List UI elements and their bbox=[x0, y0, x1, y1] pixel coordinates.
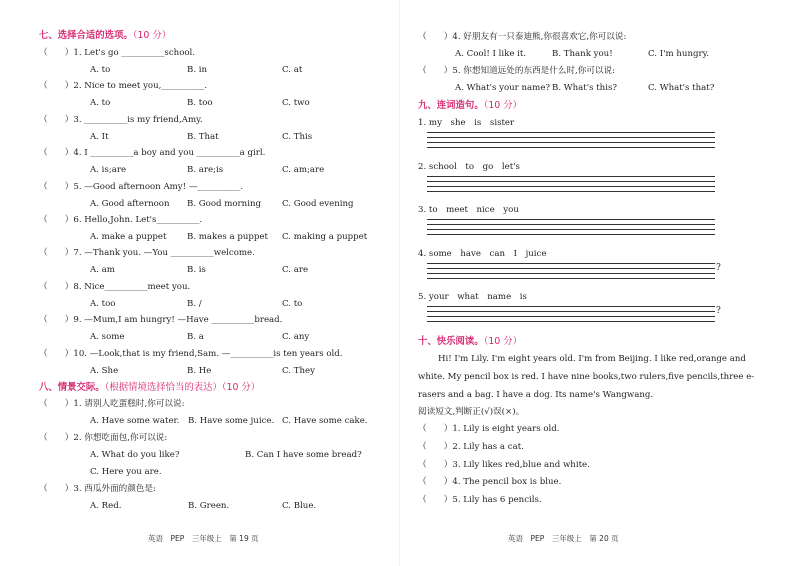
question-stem: （ ）7. —Thank you. —You __________welcome. bbox=[39, 248, 255, 259]
option-a: A. She bbox=[90, 365, 119, 376]
question-stem: （ ）1. 请别人吃蛋糕时,你可以说: bbox=[39, 399, 185, 409]
question-stem: （ ）5. —Good afternoon Amy! —__________. bbox=[39, 181, 244, 192]
option-b: B. Thank you! bbox=[552, 49, 613, 59]
option-c: C. I'm hungry. bbox=[648, 49, 710, 59]
option-c: C. Blue. bbox=[282, 501, 317, 511]
writing-line bbox=[427, 186, 715, 187]
option-a: A. is;are bbox=[90, 165, 127, 176]
option-b: B. Can I have some bread? bbox=[245, 450, 362, 460]
reading-instruction: 阅读短文,判断正(√)误(×)。 bbox=[418, 407, 525, 417]
option-b: B. Have some juice. bbox=[188, 416, 275, 426]
sentence-words: 3. to meet nice you bbox=[418, 205, 519, 215]
section-9-title bbox=[418, 100, 522, 112]
option-c: C. am;are bbox=[282, 165, 325, 176]
section-9-points: （10 分） bbox=[483, 100, 522, 111]
true-false-item: （ ）1. Lily is eight years old. bbox=[418, 424, 560, 434]
question-stem: （ ）2. Nice to meet you,__________. bbox=[39, 81, 208, 92]
option-a: A. make a puppet bbox=[90, 232, 167, 242]
option-a: A. What do you like? bbox=[90, 450, 180, 460]
writing-line bbox=[427, 137, 715, 138]
option-c: C. to bbox=[282, 298, 303, 309]
option-a: A. am bbox=[90, 265, 115, 276]
option-b: B. / bbox=[187, 298, 202, 309]
section-9-heading: 九、连词造句。 bbox=[418, 100, 484, 111]
option-b: B. Good morning bbox=[187, 198, 261, 209]
option-a: A. Have some water. bbox=[90, 416, 180, 426]
option-a: A. Cool! I like it. bbox=[455, 49, 527, 59]
sentence-end-mark: ? bbox=[716, 262, 721, 273]
section-7-title bbox=[39, 30, 171, 42]
option-c: C. at bbox=[282, 65, 303, 75]
option-b: B. Green. bbox=[188, 501, 230, 511]
writing-line bbox=[427, 234, 715, 235]
writing-line bbox=[427, 229, 715, 230]
option-c: C. What's that? bbox=[648, 83, 715, 93]
option-b: B. a bbox=[187, 332, 204, 343]
option-c: C. Have some cake. bbox=[282, 416, 368, 426]
section-7-heading: 七、选择合适的选项。 bbox=[39, 30, 133, 41]
question-stem: （ ）4. I __________a boy and you __________a girl. bbox=[39, 148, 266, 159]
option-b: B. What's this? bbox=[552, 83, 617, 93]
writing-line bbox=[427, 176, 715, 177]
option-a: A. to bbox=[90, 65, 111, 75]
section-10-title bbox=[418, 336, 522, 348]
sentence-words: 4. some have can I juice bbox=[418, 248, 547, 259]
option-c: C. are bbox=[282, 265, 309, 276]
question-stem: （ ）3. __________is my friend,Amy. bbox=[39, 114, 203, 125]
reading-passage-line: white. My pencil box is red. I have nine books,two rulers,five pencils,three e- bbox=[418, 372, 755, 382]
question-stem: （ ）3. 西瓜外面的颜色是: bbox=[39, 484, 156, 494]
option-b: B. too bbox=[187, 98, 213, 109]
writing-line bbox=[427, 268, 715, 269]
option-a: A. Red. bbox=[90, 501, 122, 511]
true-false-item: （ ）2. Lily has a cat. bbox=[418, 441, 524, 452]
option-c: C. They bbox=[282, 365, 315, 376]
option-c: C. Here you are. bbox=[90, 467, 162, 477]
writing-line bbox=[427, 181, 715, 182]
writing-line bbox=[427, 142, 715, 143]
writing-line bbox=[427, 263, 715, 264]
option-a: A. Good afternoon bbox=[90, 198, 170, 209]
option-a: A. some bbox=[90, 332, 125, 343]
reading-passage-line: Hi! I'm Lily. I'm eight years old. I'm from Beijing. I like red,orange and bbox=[438, 354, 746, 364]
sentence-words: 2. school to go let's bbox=[418, 161, 520, 172]
true-false-item: （ ）3. Lily likes red,blue and white. bbox=[418, 459, 590, 470]
left-page-footer: 英语 PEP 三年级上 第 19 页 bbox=[148, 534, 259, 543]
option-a: A. to bbox=[90, 98, 111, 109]
section-8-title bbox=[39, 382, 260, 394]
writing-line bbox=[427, 273, 715, 274]
section-8-note: （根据情境选择恰当的表达） bbox=[104, 382, 222, 393]
sentence-words: 1. my she is sister bbox=[418, 118, 515, 128]
option-c: C. two bbox=[282, 98, 310, 109]
question-stem: （ ）9. —Mum,I am hungry! —Have __________bread. bbox=[39, 315, 283, 326]
writing-line bbox=[427, 147, 715, 148]
option-a: A. What's your name? bbox=[455, 83, 551, 93]
sentence-words: 5. your what name is bbox=[418, 292, 527, 302]
section-7-points: （10 分） bbox=[132, 30, 172, 41]
section-10-heading: 十、快乐阅读。 bbox=[418, 336, 484, 347]
writing-line bbox=[427, 306, 715, 307]
section-8-points: （10 分） bbox=[221, 382, 261, 393]
writing-line bbox=[427, 278, 715, 279]
writing-line bbox=[427, 316, 715, 317]
writing-line bbox=[427, 224, 715, 225]
question-stem: （ ）2. 你想吃面包,你可以说: bbox=[39, 433, 168, 443]
question-stem: （ ）4. 好朋友有一只泰迪熊,你很喜欢它,你可以说: bbox=[418, 32, 627, 42]
option-b: B. in bbox=[187, 65, 208, 75]
option-b: B. makes a puppet bbox=[187, 232, 268, 242]
sentence-end-mark: ? bbox=[716, 306, 721, 316]
true-false-item: （ ）4. The pencil box is blue. bbox=[418, 477, 562, 488]
option-b: B. is bbox=[187, 265, 206, 276]
writing-line bbox=[427, 219, 715, 220]
question-stem: （ ）10. —Look,that is my friend,Sam. —__________is ten years old. bbox=[39, 348, 343, 359]
right-page-footer: 英语 PEP 三年级上 第 20 页 bbox=[508, 534, 619, 543]
writing-line bbox=[427, 132, 715, 133]
option-b: B. are;is bbox=[187, 165, 224, 176]
option-b: B. That bbox=[187, 131, 219, 142]
right-page bbox=[400, 0, 800, 566]
option-a: A. too bbox=[90, 298, 116, 309]
reading-passage-line: rasers and a bag. I have a dog. Its name's Wangwang. bbox=[418, 390, 654, 400]
writing-line bbox=[427, 191, 715, 192]
writing-line bbox=[427, 321, 715, 322]
question-stem: （ ）8. Nice__________meet you. bbox=[39, 281, 191, 292]
option-c: C. This bbox=[282, 131, 313, 142]
option-b: B. He bbox=[187, 365, 212, 376]
question-stem: （ ）1. Let's go __________school. bbox=[39, 48, 196, 58]
question-stem: （ ）5. 你想知道远处的东西是什么时,你可以说: bbox=[418, 66, 616, 76]
section-10-points: （10 分） bbox=[483, 336, 522, 347]
question-stem: （ ）6. Hello,John. Let's__________. bbox=[39, 215, 203, 225]
option-a: A. It bbox=[90, 131, 109, 142]
option-c: C. making a puppet bbox=[282, 232, 368, 242]
writing-line bbox=[427, 311, 715, 312]
section-8-heading: 八、情景交际。 bbox=[39, 382, 105, 393]
true-false-item: （ ）5. Lily has 6 pencils. bbox=[418, 495, 542, 506]
option-c: C. Good evening bbox=[282, 198, 354, 209]
option-c: C. any bbox=[282, 332, 310, 343]
